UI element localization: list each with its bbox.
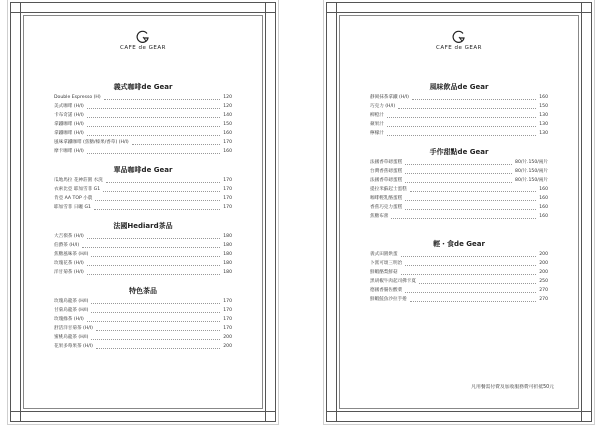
dot-leader (95, 200, 220, 201)
gear-logo-icon (136, 30, 150, 44)
item-name: 焦糖風味茶 (H/I) (54, 252, 89, 257)
section-title: 特色茶品 (129, 287, 157, 295)
dot-leader (96, 348, 220, 349)
item-price: 160 (539, 187, 548, 192)
menu-item (54, 333, 232, 342)
dot-leader (104, 99, 221, 100)
menu-item (370, 176, 548, 185)
dot-leader (401, 256, 537, 257)
item-price: 200 (223, 344, 232, 349)
item-price: 180 (223, 234, 232, 239)
section-hediard-tea (54, 221, 232, 277)
item-price: 170 (223, 140, 232, 145)
dot-leader (87, 265, 220, 266)
dot-leader (401, 274, 537, 275)
item-price: 160 (539, 196, 548, 201)
dot-leader (419, 283, 536, 284)
item-price: 160 (539, 214, 548, 219)
item-price: 270 (539, 297, 548, 302)
menu-item (54, 138, 232, 147)
item-name: Double Espresso (H) (54, 95, 101, 100)
menu-item (370, 286, 548, 295)
section-specialty-tea (54, 286, 232, 351)
menu-item (54, 93, 232, 102)
corner-ornament (581, 2, 592, 13)
item-name: 檸檬汁 (370, 131, 384, 136)
item-price: 170 (223, 196, 232, 201)
section-title: 義式咖啡de Gear (113, 83, 173, 91)
dot-leader (87, 153, 220, 154)
item-price: 170 (223, 299, 232, 304)
section-single-origin-coffee (54, 165, 232, 212)
dot-leader (405, 292, 536, 293)
menu-item (370, 203, 548, 212)
menu-item (54, 232, 232, 241)
brand-name: CAFE de GEAR (436, 45, 482, 51)
item-price: 120 (223, 104, 232, 109)
dot-leader (91, 303, 220, 304)
menu-item (54, 120, 232, 129)
menu-item (54, 147, 232, 156)
item-price: 180 (223, 261, 232, 266)
item-name: 肯亞 AA TOP 小農 (54, 196, 93, 201)
dot-leader (412, 99, 536, 100)
section-light-meals (370, 239, 548, 304)
dot-leader (387, 135, 536, 136)
item-name: 玫瑰花茶 (H/I) (54, 261, 84, 266)
item-name: 靜岡抹茶拿鐵 (H/I) (370, 95, 409, 100)
corner-ornament (581, 411, 592, 422)
item-price: 120 (223, 95, 232, 100)
item-price: 180 (223, 270, 232, 275)
brand-logo (324, 30, 594, 51)
item-name: 甘菊烏龍茶 (H/I) (54, 308, 89, 313)
menu-item (54, 268, 232, 277)
item-name: 巧克力 (H/I) (370, 104, 396, 109)
menu-item (54, 297, 232, 306)
menu-item (54, 342, 232, 351)
corner-ornament (10, 411, 21, 422)
menu-item (54, 194, 232, 203)
item-name: 香蕉巧克力蛋糕 (370, 205, 403, 210)
item-price: 250 (539, 279, 548, 284)
item-name: 拿鐵咖啡 (H/I) (54, 122, 84, 127)
dot-leader (391, 218, 536, 219)
menu-item (370, 277, 548, 286)
dot-leader (87, 135, 220, 136)
item-price: 170 (223, 317, 232, 322)
dot-leader (405, 200, 536, 201)
item-price: 170 (223, 308, 232, 313)
item-price: 200 (539, 252, 548, 257)
item-name: 德國香腸佐酸菜 (370, 288, 403, 293)
item-price: 180 (223, 243, 232, 248)
dot-leader (87, 321, 220, 322)
item-price: 270 (539, 288, 548, 293)
menu-item (54, 102, 232, 111)
dot-leader (94, 209, 220, 210)
menu-page-left (8, 0, 278, 424)
item-price: 80/片.150/兩片 (515, 160, 548, 165)
menu-item (54, 315, 232, 324)
dot-leader (132, 144, 221, 145)
menu-item (54, 203, 232, 212)
dot-leader (87, 238, 220, 239)
dot-leader (91, 256, 220, 257)
menu-item (370, 194, 548, 203)
menu-item (54, 306, 232, 315)
item-name: 卡布奇諾 (H/I) (54, 113, 84, 118)
menu-item (370, 102, 548, 111)
item-name: 焦糖布蕾 (370, 214, 389, 219)
menu-item (370, 185, 548, 194)
menu-item (54, 324, 232, 333)
dot-leader (398, 108, 536, 109)
dot-leader (87, 126, 220, 127)
menu-item (54, 176, 232, 185)
item-name: 風味拿鐵咖啡 (焦糖/榛果/香草) (H/I) (54, 140, 129, 145)
item-name: 法國香草磅蛋糕 (370, 178, 403, 183)
item-name: 玫瑰烏龍茶 (H/I) (54, 299, 89, 304)
item-price: 200 (223, 335, 232, 340)
item-name: 摩卡咖啡 (H/I) (54, 149, 84, 154)
corner-ornament (326, 411, 337, 422)
corner-ornament (265, 411, 276, 422)
item-name: 耶加雪菲 日曬 G1 (54, 205, 91, 210)
dot-leader (87, 117, 220, 118)
menu-item (370, 120, 548, 129)
menu-item (370, 212, 548, 221)
menu-item (370, 93, 548, 102)
item-price: 130 (539, 131, 548, 136)
item-name: 蘋果汁 (370, 122, 384, 127)
dot-leader (410, 191, 536, 192)
item-price: 170 (223, 187, 232, 192)
brand-name: CAFE de GEAR (120, 45, 166, 51)
dot-leader (387, 117, 536, 118)
item-price: 170 (223, 178, 232, 183)
item-price: 170 (223, 205, 232, 210)
item-name: 鮮蝦鮭魚沙拉手捲 (370, 297, 407, 302)
item-name: 咖啡輕乳酪蛋糕 (370, 196, 403, 201)
item-price: 170 (223, 326, 232, 331)
dot-leader (405, 173, 512, 174)
item-name: 鮮蝦酪梨鮮菇 (370, 270, 398, 275)
item-name: 蜜桃烏龍茶 (H/I) (54, 335, 89, 340)
item-price: 160 (539, 205, 548, 210)
item-name: 大吉嶺茶 (H/I) (54, 234, 84, 239)
item-price: 200 (539, 261, 548, 266)
item-price: 140 (223, 113, 232, 118)
corner-ornament (10, 2, 21, 13)
item-name: 玫瑰綠茶 (H/I) (54, 317, 84, 322)
menu-page-right (324, 0, 594, 424)
item-name: 提拉米蘇起士蛋糕 (370, 187, 407, 192)
section-title: 手作甜點de Gear (429, 148, 489, 156)
menu-item (370, 111, 548, 120)
item-name: 卜派可頌三明治 (370, 261, 403, 266)
footer-note: 凡用餐需付費及加收服務費可折抵50元 (471, 385, 554, 390)
item-price: 160 (539, 95, 548, 100)
item-name: 義式田園烘蛋 (370, 252, 398, 257)
section-italian-coffee (54, 82, 232, 156)
menu-item (370, 129, 548, 138)
dot-leader (405, 164, 512, 165)
menu-item (54, 241, 232, 250)
section-title: 法國Hediard茶品 (113, 222, 173, 230)
dot-leader (96, 330, 220, 331)
item-price: 130 (539, 122, 548, 127)
item-price: 80/片.150/兩片 (515, 178, 548, 183)
item-name: 伯爵茶 (H/I) (54, 243, 80, 248)
item-name: 黑胡椒牛肉起司佛卡夏 (370, 279, 416, 284)
menu-item (54, 250, 232, 259)
menu-item (370, 268, 548, 277)
menu-item (54, 129, 232, 138)
section-title: 風味飲品de Gear (429, 83, 489, 91)
dot-leader (87, 274, 220, 275)
menu-item (54, 111, 232, 120)
menu-sections-right (370, 82, 548, 304)
menu-item (370, 158, 548, 167)
dot-leader (410, 301, 536, 302)
menu-item (370, 250, 548, 259)
item-price: 180 (223, 252, 232, 257)
item-price: 160 (223, 149, 232, 154)
item-price: 200 (539, 270, 548, 275)
item-price: 150 (223, 122, 232, 127)
item-price: 130 (539, 113, 548, 118)
item-name: 柳橙汁 (370, 113, 384, 118)
dot-leader (82, 247, 220, 248)
dot-leader (91, 312, 220, 313)
item-name: 衣索比亞 耶加雪菲 G1 (54, 187, 101, 192)
item-name: 舒活洋甘菊茶 (H/I) (54, 326, 93, 331)
menu-item (370, 295, 548, 304)
item-price: 160 (223, 131, 232, 136)
menu-sections-left (54, 82, 232, 351)
dot-leader (91, 339, 220, 340)
menu-item (54, 185, 232, 194)
gear-logo-icon (452, 30, 466, 44)
section-title: 單品咖啡de Gear (113, 166, 173, 174)
dot-leader (405, 265, 536, 266)
dot-leader (106, 182, 220, 183)
section-title: 輕・食de Gear (433, 240, 485, 248)
corner-ornament (326, 2, 337, 13)
item-name: 美式咖啡 (H/I) (54, 104, 84, 109)
menu-item (370, 167, 548, 176)
item-name: 台灣香蕉磅蛋糕 (370, 169, 403, 174)
item-price: 150 (539, 104, 548, 109)
item-price: 80/片.150/兩片 (515, 169, 548, 174)
menu-item (370, 259, 548, 268)
corner-ornament (265, 2, 276, 13)
section-flavored-drinks (370, 82, 548, 138)
item-name: 瓜地馬拉 花神莊園 水洗 (54, 178, 103, 183)
dot-leader (387, 126, 536, 127)
item-name: 花果多莓果茶 (H/I) (54, 344, 93, 349)
dot-leader (87, 108, 220, 109)
item-name: 洋甘菊茶 (H/I) (54, 270, 84, 275)
dot-leader (103, 191, 220, 192)
dot-leader (405, 182, 512, 183)
section-handmade-desserts (370, 147, 548, 221)
brand-logo (8, 30, 278, 51)
item-name: 拿鐵咖啡 (H/I) (54, 131, 84, 136)
item-name: 法國香草磅蛋糕 (370, 160, 403, 165)
dot-leader (405, 209, 536, 210)
menu-item (54, 259, 232, 268)
